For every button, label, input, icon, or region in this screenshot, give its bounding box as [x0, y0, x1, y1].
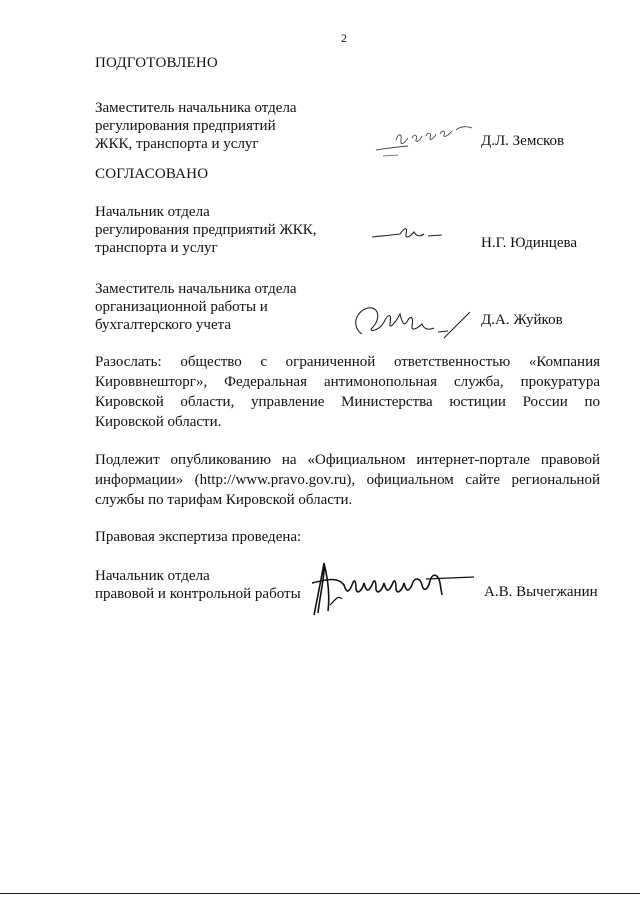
prepared-signer-name: Д.Л. Земсков — [481, 133, 565, 149]
agreed-heading: СОГЛАСОВАНО — [95, 166, 209, 182]
agreed-signer-1-title — [95, 203, 317, 257]
agreed-signer-2-title — [95, 280, 297, 334]
title-line: транспорта и услуг — [95, 240, 218, 256]
distribution-line: Кировской области. — [95, 414, 222, 430]
title-line: бухгалтерского учета — [95, 317, 232, 333]
title-line: организационной работы и — [95, 299, 268, 315]
title-line: правовой и контрольной работы — [95, 586, 301, 602]
title-line: Заместитель начальника отдела — [95, 100, 297, 116]
signature-yudintseva — [370, 222, 445, 248]
publication-line: службы по тарифам Кировской области. — [95, 492, 353, 508]
distribution-line: Разослать: общество с ограниченной ответственностью «Компания — [95, 354, 600, 370]
bottom-rule — [0, 893, 640, 894]
prepared-signer-title — [95, 99, 297, 153]
legal-review-text: Правовая экспертиза проведена: — [95, 529, 302, 545]
distribution-line: Кироввнешторг», Федеральная антимонопольная служба, прокуратура — [95, 374, 600, 390]
signature-zemskov — [368, 120, 483, 165]
title-line: ЖКК, транспорта и услуг — [95, 136, 259, 152]
title-line: Начальник отдела — [95, 568, 210, 584]
signature-zhuykov — [348, 298, 478, 343]
signature-vychegzhanin — [308, 555, 478, 625]
title-line: регулирования предприятий — [95, 118, 276, 134]
agreed-signer-1-name: Н.Г. Юдинцева — [481, 235, 578, 251]
legal-review-signer-name: А.В. Вычегжанин — [484, 584, 598, 600]
agreed-signer-2-name: Д.А. Жуйков — [481, 312, 563, 328]
prepared-heading: ПОДГОТОВЛЕНО — [95, 55, 218, 71]
legal-review-signer-title — [95, 567, 301, 603]
title-line: регулирования предприятий ЖКК, — [95, 222, 317, 238]
title-line: Начальник отдела — [95, 204, 210, 220]
publication-paragraph — [95, 450, 600, 510]
publication-line: Подлежит опубликованию на «Официальном интернет-портале правовой — [95, 452, 600, 468]
distribution-line: Кировской области, управление Министерства юстиции России по — [95, 394, 600, 410]
title-line: Заместитель начальника отдела — [95, 281, 297, 297]
publication-line: информации» (http://www.pravo.gov.ru), официальном сайте региональной — [95, 472, 600, 488]
distribution-paragraph — [95, 352, 600, 432]
page-number: 2 — [341, 31, 347, 45]
